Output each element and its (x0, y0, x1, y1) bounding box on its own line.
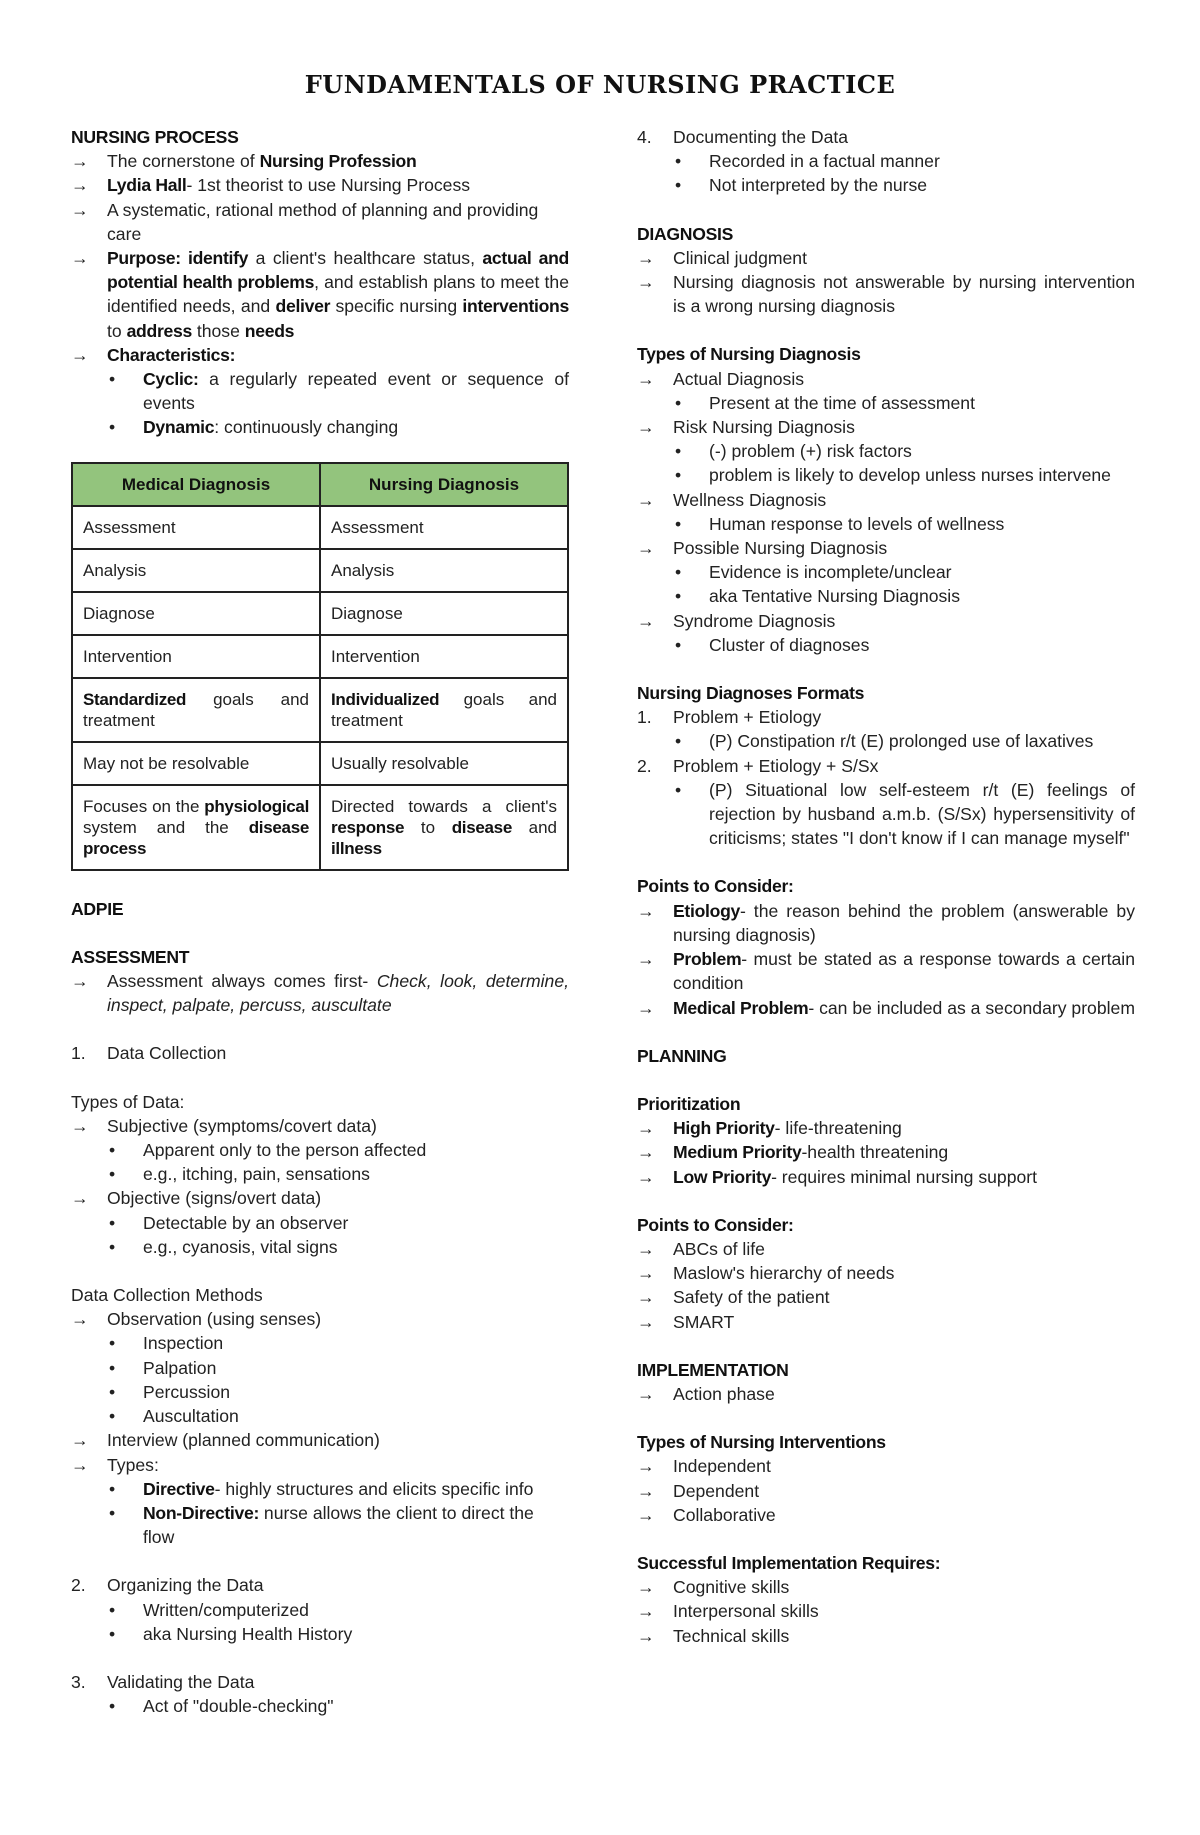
arrow-icon: → (637, 1625, 655, 1646)
arrow-icon: → (71, 199, 89, 220)
arrow-icon: → (637, 1480, 655, 1501)
list-item: • aka Tentative Nursing Diagnosis (637, 584, 1135, 608)
arrow-icon: → (637, 368, 655, 389)
list-item: → Action phase (637, 1382, 1135, 1406)
list-item: → Problem- must be stated as a response towards a certain condition (637, 949, 1135, 994)
list-item: • Recorded in a factual manner (637, 149, 1135, 173)
bullet-icon: • (109, 1406, 116, 1427)
list-item: • aka Nursing Health History (71, 1622, 569, 1646)
bullet-icon: • (675, 731, 682, 752)
list-item: → Observation (using senses) (71, 1307, 569, 1331)
list-item: → Lydia Hall- 1st theorist to use Nursing Process (71, 173, 569, 197)
arrow-icon: → (71, 1188, 89, 1209)
arrow-icon: → (637, 417, 655, 438)
bullet-icon: • (109, 1381, 116, 1402)
list-item: → Subjective (symptoms/covert data) (71, 1114, 569, 1138)
list-item: • (-) problem (+) risk factors (637, 439, 1135, 463)
list-item: • Percussion (71, 1380, 569, 1404)
table-header: Medical Diagnosis (72, 463, 320, 506)
list-item: → Maslow's hierarchy of needs (637, 1261, 1135, 1285)
arrow-icon: → (637, 1287, 655, 1308)
arrow-icon: → (637, 1456, 655, 1477)
nursing-process-heading: NURSING PROCESS (71, 127, 239, 147)
bullet-icon: • (675, 779, 682, 800)
list-item: → SMART (637, 1310, 1135, 1334)
list-item: → A systematic, rational method of planning and providing care (71, 199, 539, 244)
arrow-icon: → (637, 1118, 655, 1139)
arrow-icon: → (637, 610, 655, 631)
prioritization-heading: Prioritization (637, 1093, 741, 1114)
list-item: → Purpose: identify a client's healthcare status, actual and potential health problems, and establish plans to meet the identified needs, and deliver specific nursing interventions to address those needs (71, 248, 569, 341)
interventions-heading: Types of Nursing Interventions (637, 1432, 886, 1453)
arrow-icon: → (637, 1166, 655, 1187)
list-item: → Objective (signs/overt data) (71, 1186, 569, 1210)
arrow-icon: → (637, 1263, 655, 1284)
list-item: → Etiology- the reason behind the problem (answerable by nursing diagnosis) (637, 900, 1135, 945)
list-item: → Syndrome Diagnosis (637, 609, 1135, 633)
list-item: 1. Data Collection (71, 1043, 227, 1064)
arrow-icon: → (637, 949, 655, 970)
bullet-icon: • (109, 417, 116, 438)
diagnosis-comparison-table (71, 462, 569, 871)
arrow-icon: → (71, 151, 89, 172)
diagnosis-heading: DIAGNOSIS (637, 223, 734, 244)
list-item: → Types: (71, 1453, 569, 1477)
list-item: 1. Problem + Etiology (637, 707, 822, 728)
arrow-icon: → (71, 1454, 89, 1475)
list-item: • (P) Constipation r/t (E) prolonged use of laxatives (637, 729, 1135, 753)
list-item: → Medical Problem- can be included as a secondary problem (637, 996, 1135, 1020)
list-item: → Nursing diagnosis not answerable by nursing intervention is a wrong nursing diagnosis (637, 272, 1135, 317)
implementation-heading: IMPLEMENTATION (637, 1359, 789, 1380)
arrow-icon: → (71, 175, 89, 196)
bullet-icon: • (109, 1212, 116, 1233)
list-item: → Interview (planned communication) (71, 1428, 569, 1452)
arrow-icon: → (637, 1577, 655, 1598)
list-item: → Risk Nursing Diagnosis (637, 415, 1135, 439)
adpie-heading: ADPIE (71, 898, 124, 919)
list-item: • Evidence is incomplete/unclear (637, 560, 1135, 584)
bullet-icon: • (675, 465, 682, 486)
arrow-icon: → (637, 272, 655, 293)
list-item: → Cognitive skills (637, 1575, 1135, 1599)
bullet-icon: • (675, 151, 682, 172)
list-item: → Independent (637, 1454, 1135, 1478)
bullet-icon: • (109, 1164, 116, 1185)
bullet-icon: • (109, 1502, 116, 1523)
arrow-icon: → (637, 1142, 655, 1163)
list-item: → Wellness Diagnosis (637, 488, 1135, 512)
list-item: • Present at the time of assessment (637, 391, 1135, 415)
bullet-icon: • (109, 369, 116, 390)
list-item: → Characteristics: (71, 343, 569, 367)
arrow-icon: → (71, 971, 89, 992)
list-item: • e.g., cyanosis, vital signs (71, 1235, 569, 1259)
bullet-icon: • (109, 1140, 116, 1161)
bullet-icon: • (675, 562, 682, 583)
list-item: → Clinical judgment (637, 246, 1135, 270)
arrow-icon: → (637, 1238, 655, 1259)
bullet-icon: • (109, 1236, 116, 1257)
table-row: Focuses on the physiological system and the disease process Directed towards a client's response to disease and illness (72, 785, 568, 870)
bullet-icon: • (109, 1696, 116, 1717)
table-row: May not be resolvable Usually resolvable (72, 742, 568, 785)
list-item: • Directive- highly structures and elicits specific info (71, 1477, 569, 1501)
list-item: → Possible Nursing Diagnosis (637, 536, 1135, 560)
list-item: 4. Documenting the Data (637, 127, 849, 147)
list-item: • Written/computerized (71, 1598, 569, 1622)
list-item: • Not interpreted by the nurse (637, 173, 1135, 197)
points-to-consider-heading: Points to Consider: (637, 876, 794, 897)
bullet-icon: • (109, 1599, 116, 1620)
list-item: → The cornerstone of Nursing Profession (71, 149, 569, 173)
arrow-icon: → (637, 489, 655, 510)
types-of-data-label: Types of Data: (71, 1091, 185, 1112)
bullet-icon: • (675, 513, 682, 534)
list-item: → ABCs of life (637, 1237, 1135, 1261)
list-item: • Act of "double-checking" (71, 1694, 569, 1718)
bullet-icon: • (109, 1623, 116, 1644)
arrow-icon: → (71, 1430, 89, 1451)
types-of-nursing-diagnosis-heading: Types of Nursing Diagnosis (637, 344, 861, 365)
bullet-icon: • (109, 1333, 116, 1354)
arrow-icon: → (71, 1115, 89, 1136)
bullet-icon: • (675, 175, 682, 196)
list-item: → Collaborative (637, 1503, 1135, 1527)
list-item: • Inspection (71, 1331, 569, 1355)
left-column (71, 125, 569, 1718)
list-item: • problem is likely to develop unless nurses intervene (637, 463, 1135, 487)
table-row: Assessment Assessment (72, 506, 568, 549)
list-item: • Cyclic: a regularly repeated event or sequence of events (109, 369, 569, 414)
list-item: • Detectable by an observer (71, 1211, 569, 1235)
planning-points-heading: Points to Consider: (637, 1214, 794, 1235)
list-item: 2. Problem + Etiology + S/Sx (637, 755, 879, 776)
list-item: 3. Validating the Data (71, 1671, 255, 1692)
list-item: • Dynamic: continuously changing (71, 415, 569, 439)
arrow-icon: → (637, 900, 655, 921)
list-item: → Actual Diagnosis (637, 367, 1135, 391)
list-item: → Interpersonal skills (637, 1599, 1135, 1623)
list-item: • (P) Situational low self-esteem r/t (E) feelings of rejection by husband a.m.b. (S/Sx) hypersensitivity of criticisms; states "I don't know if I can manage myself" (675, 779, 1135, 849)
formats-heading: Nursing Diagnoses Formats (637, 683, 865, 704)
bullet-icon: • (675, 586, 682, 607)
list-item: → High Priority- life-threatening (637, 1116, 1135, 1140)
table-header: Nursing Diagnosis (320, 463, 568, 506)
data-collection-methods-label: Data Collection Methods (71, 1285, 263, 1306)
table-row: Intervention Intervention (72, 635, 568, 678)
arrow-icon: → (637, 1504, 655, 1525)
list-item: • Cluster of diagnoses (637, 633, 1135, 657)
bullet-icon: • (675, 392, 682, 413)
bullet-icon: • (675, 634, 682, 655)
bullet-icon: • (675, 441, 682, 462)
table-row: Standardized goals and treatment Individualized goals and treatment (72, 678, 568, 742)
bullet-icon: • (109, 1478, 116, 1499)
requirements-heading: Successful Implementation Requires: (637, 1552, 941, 1573)
arrow-icon: → (637, 997, 655, 1018)
bullet-icon: • (109, 1357, 116, 1378)
list-item: • Non-Directive: nurse allows the client to direct the flow (109, 1502, 534, 1548)
list-item: • Apparent only to the person affected (71, 1138, 569, 1162)
list-item: → Dependent (637, 1479, 1135, 1503)
assessment-heading: ASSESSMENT (71, 946, 190, 967)
page-title: FUNDAMENTALS OF NURSING PRACTICE (304, 70, 896, 99)
list-item: → Medium Priority-health threatening (637, 1140, 1135, 1164)
arrow-icon: → (637, 1601, 655, 1622)
table-row: Analysis Analysis (72, 549, 568, 592)
list-item: 2. Organizing the Data (71, 1575, 264, 1596)
list-item: • Human response to levels of wellness (637, 512, 1135, 536)
arrow-icon: → (71, 248, 89, 269)
list-item: • e.g., itching, pain, sensations (71, 1162, 569, 1186)
arrow-icon: → (71, 1309, 89, 1330)
arrow-icon: → (71, 344, 89, 365)
right-column (637, 125, 1135, 1648)
arrow-icon: → (637, 538, 655, 559)
list-item: → Assessment always comes first- Check, look, determine, inspect, palpate, percuss, auscultate (71, 971, 569, 1016)
list-item: • Palpation (71, 1356, 569, 1380)
list-item: • Auscultation (71, 1404, 569, 1428)
arrow-icon: → (637, 1311, 655, 1332)
list-item: → Technical skills (637, 1624, 1135, 1648)
planning-heading: PLANNING (637, 1045, 727, 1066)
list-item: → Safety of the patient (637, 1285, 1135, 1309)
arrow-icon: → (637, 247, 655, 268)
table-row: Diagnose Diagnose (72, 592, 568, 635)
list-item: → Low Priority- requires minimal nursing support (637, 1165, 1135, 1189)
arrow-icon: → (637, 1383, 655, 1404)
